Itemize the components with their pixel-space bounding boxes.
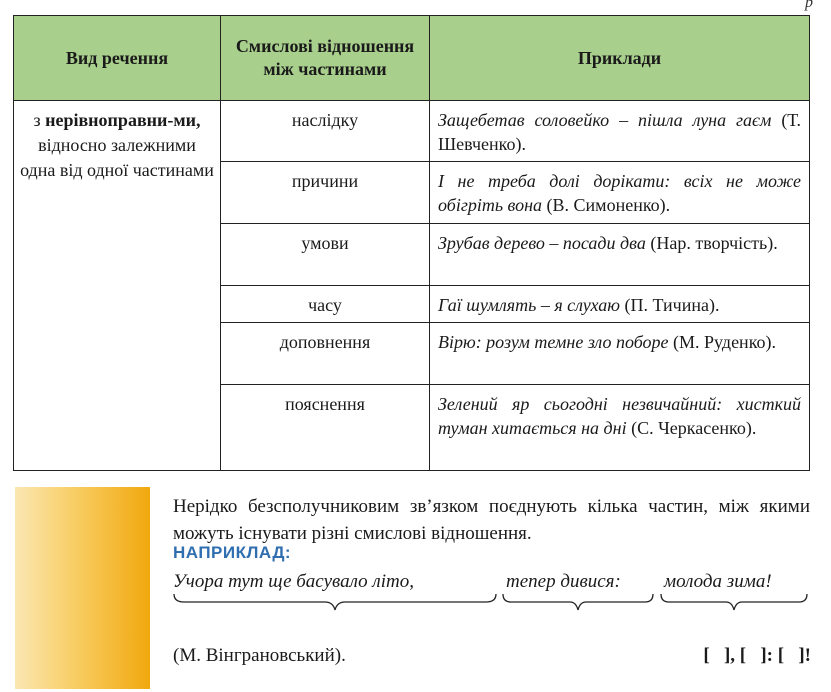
relation-cell: причини <box>221 162 430 224</box>
relation-cell: умови <box>221 224 430 286</box>
type-bold: нерівноправни-ми, <box>45 110 201 130</box>
table-header-row <box>14 16 810 101</box>
example-cell: Гаї шумлять – я слухаю (П. Тичина). <box>430 286 810 323</box>
example-label: НАПРИКЛАД: <box>173 543 292 562</box>
header-relations: Смислові відношення між частинами <box>221 16 430 101</box>
sentence-type-cell <box>14 101 221 471</box>
brace-part-2 <box>503 594 653 610</box>
sentence-part-3: молода зима! <box>664 571 772 592</box>
table-row <box>14 101 810 162</box>
page-corner-mark: р <box>805 0 813 11</box>
relation-cell: доповнення <box>221 323 430 385</box>
example-cell: Вірю: розум темне зло поборе (М. Руденко). <box>430 323 810 385</box>
sentence-scheme: [ ], [ ]: [ ]! <box>703 645 811 666</box>
example-cell: Защебетав соловейко – пішла луна гаєм (Т. Шевченко). <box>430 101 810 162</box>
example-author: (М. Вінграновський). <box>173 645 346 666</box>
header-sentence-type: Вид речення <box>14 16 221 101</box>
relation-cell: наслідку <box>221 101 430 162</box>
brace-part-3 <box>661 594 807 610</box>
sentence-part-1: Учора тут ще басувало літо, <box>173 571 414 592</box>
decorative-gradient-bar <box>15 487 150 689</box>
relation-cell: часу <box>221 286 430 323</box>
sentence-part-braces <box>0 592 831 612</box>
relation-cell: пояснення <box>221 385 430 471</box>
type-rest: відносно залежними одна від одної частинами <box>20 135 214 180</box>
sentence-types-table <box>13 15 810 471</box>
note-text: Нерідко безсполучниковим зв’язком поєднують кілька частин, між якими можуть існувати різні смислові відношення. <box>173 496 810 544</box>
header-examples: Приклади <box>430 16 810 101</box>
example-cell: Зелений яр сьогодні незвичайний: хисткий туман хитається на дні (С. Черкасенко). <box>430 385 810 471</box>
type-prefix: з <box>33 110 46 130</box>
example-cell: Зрубав дерево – посади два (Нар. творчість). <box>430 224 810 286</box>
example-cell: І не треба долі дорікати: всіх не може обігріть вона (В. Симоненко). <box>430 162 810 224</box>
brace-part-1 <box>174 594 496 610</box>
sentence-part-2: тепер дивися: <box>506 571 621 592</box>
